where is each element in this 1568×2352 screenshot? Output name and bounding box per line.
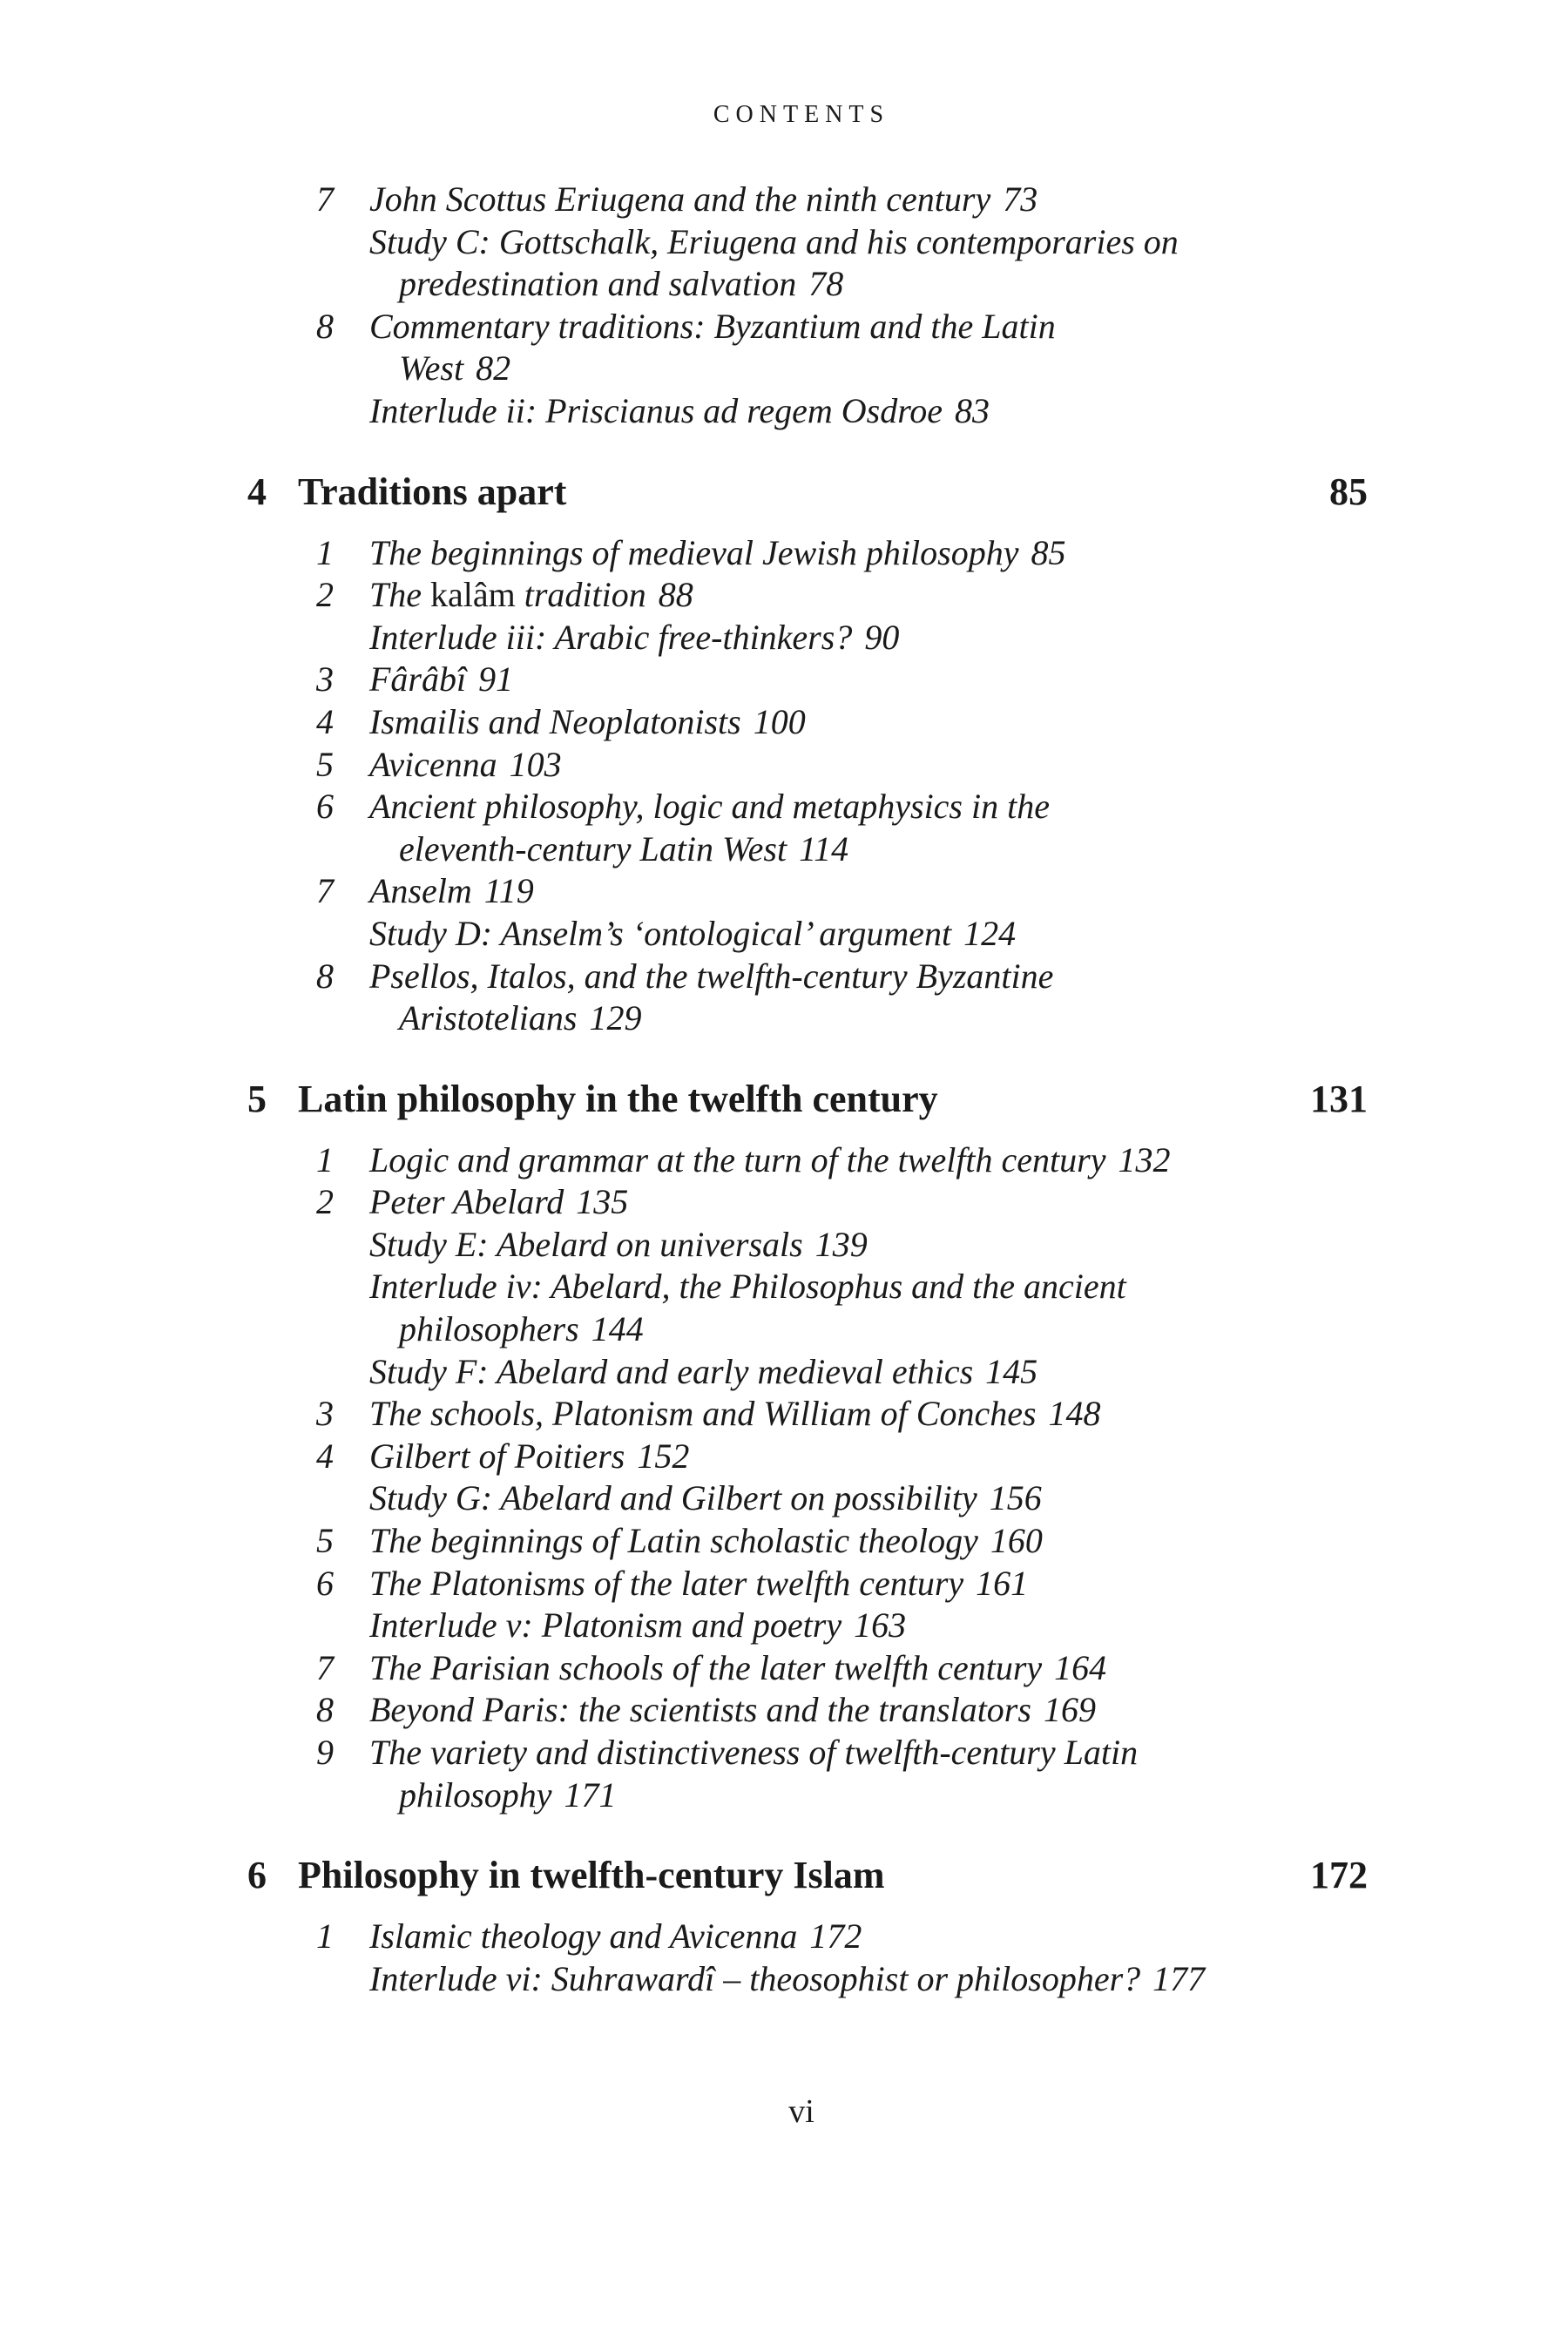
toc-entry — [247, 701, 1368, 744]
toc-entry — [247, 179, 1368, 221]
toc-entry — [247, 744, 1368, 787]
entry-page: 82 — [476, 348, 511, 389]
toc-entry — [247, 1647, 1368, 1690]
entry-title — [247, 913, 1368, 956]
entry-title-line: Gilbert of Poitiers — [369, 1436, 625, 1476]
entry-title — [247, 221, 1368, 306]
toc-entry — [247, 1732, 1368, 1816]
entry-title-line: Interlude iv: Abelard, the Philosophus and the ancient — [369, 1267, 1126, 1307]
entry-number: 8 — [316, 1690, 334, 1730]
entry-title-last-line — [369, 914, 1016, 953]
entry-title — [247, 1689, 1368, 1732]
toc-entry — [247, 1393, 1368, 1436]
entry-number: 1 — [316, 1139, 334, 1179]
toc-entry — [247, 786, 1368, 870]
chapter-page: 131 — [1310, 1077, 1368, 1120]
entry-title-line: Interlude iii: Arabic free-thinkers? — [369, 617, 853, 657]
entry-title — [247, 1563, 1368, 1605]
entry-title — [247, 659, 1368, 701]
entry-title-last-line — [369, 1308, 1368, 1351]
entry-title-last-line — [369, 1436, 689, 1476]
toc-entry — [247, 1139, 1368, 1182]
entry-page: 78 — [808, 264, 844, 304]
entry-page: 73 — [1003, 179, 1038, 219]
toc-entry — [247, 532, 1368, 575]
entry-page: 114 — [799, 828, 849, 868]
entry-title-last-line — [369, 871, 534, 910]
toc-entry — [247, 956, 1368, 1040]
entry-title-line: Ismailis and Neoplatonists — [369, 701, 741, 741]
entry-title — [247, 390, 1368, 433]
entry-title — [247, 1436, 1368, 1478]
entry-page: 169 — [1043, 1690, 1096, 1730]
entry-title-line: Islamic theology and Avicenna — [369, 1916, 798, 1957]
entry-number: 7 — [316, 871, 334, 911]
toc-entry — [247, 1520, 1368, 1563]
entry-title-line: The beginnings of medieval Jewish philosophy — [369, 532, 1019, 572]
chapter-heading — [247, 471, 1368, 513]
entry-title-line: philosophers — [399, 1309, 579, 1349]
entry-page: 156 — [989, 1478, 1042, 1518]
entry-title — [247, 701, 1368, 744]
entry-title-last-line — [369, 997, 1368, 1040]
entry-number: 2 — [316, 1182, 334, 1222]
entry-title-last-line — [369, 828, 1368, 871]
entry-number: 6 — [316, 1563, 334, 1603]
entry-title-line: Ancient philosophy, logic and metaphysics in the — [369, 787, 1050, 827]
entry-page: 132 — [1118, 1139, 1171, 1179]
chapter-title: Philosophy in twelfth-century Islam — [298, 1854, 885, 1897]
entry-page: 91 — [478, 659, 514, 700]
entry-title-line: Interlude v: Platonism and poetry — [369, 1605, 842, 1646]
toc-entry — [247, 574, 1368, 617]
entry-title — [247, 1605, 1368, 1647]
entry-number: 1 — [316, 532, 334, 572]
entry-title-line: predestination and salvation — [399, 264, 797, 304]
entry-number: 2 — [316, 575, 334, 615]
entry-title-part: tradition — [515, 575, 646, 615]
entry-number: 7 — [316, 1647, 334, 1687]
entry-title-line: Fârâbî — [369, 659, 467, 700]
entry-title-last-line — [369, 702, 806, 741]
entry-title-line: philosophy — [399, 1774, 552, 1815]
entry-title-last-line — [369, 659, 513, 699]
entry-title-last-line — [369, 1916, 862, 1956]
toc-entry — [247, 390, 1368, 433]
toc-entry — [247, 221, 1368, 306]
entry-title-last-line — [369, 348, 1368, 390]
entry-title — [247, 1181, 1368, 1224]
entry-title — [247, 617, 1368, 659]
chapter-number: 5 — [247, 1077, 267, 1120]
entry-title-line: Interlude ii: Priscianus ad regem Osdroe — [369, 390, 943, 430]
entry-title-last-line — [369, 391, 990, 430]
entry-page: 129 — [589, 998, 642, 1038]
entry-page: 161 — [976, 1563, 1029, 1603]
entry-title-line: Commentary traditions: Byzantium and the Latin — [369, 306, 1056, 346]
chapter-title: Traditions apart — [298, 470, 567, 513]
entry-number: 3 — [316, 1394, 334, 1434]
toc-entry — [247, 1351, 1368, 1394]
entry-title-last-line — [369, 1394, 1101, 1433]
entry-title-last-line — [369, 1182, 628, 1221]
toc-entry — [247, 1958, 1368, 2001]
entry-page: 90 — [864, 617, 900, 657]
entry-title — [247, 532, 1368, 575]
entry-title — [247, 1139, 1368, 1182]
entry-number: 4 — [316, 701, 334, 741]
entry-page: 85 — [1031, 532, 1066, 572]
entry-title-last-line — [369, 1959, 1205, 1998]
entry-title-line: Logic and grammar at the turn of the twelfth century — [369, 1139, 1106, 1179]
entry-page: 145 — [985, 1351, 1038, 1391]
entry-title-last-line — [369, 1564, 1028, 1603]
entry-title-line: Anselm — [369, 871, 472, 911]
entry-page: 172 — [809, 1916, 862, 1957]
toc-entry — [247, 1266, 1368, 1350]
entry-title-line: West — [399, 348, 464, 389]
entry-page: 124 — [963, 913, 1017, 953]
chapter-title: Latin philosophy in the twelfth century — [298, 1077, 938, 1120]
chapter-page: 172 — [1310, 1854, 1368, 1897]
entry-title-line: Study G: Abelard and Gilbert on possibility — [369, 1478, 977, 1518]
chapter-heading — [247, 1078, 1368, 1120]
entry-page: 148 — [1048, 1394, 1101, 1434]
entry-title-last-line — [369, 1225, 868, 1264]
table-of-contents — [247, 179, 1368, 2000]
entry-title-line: The beginnings of Latin scholastic theology — [369, 1521, 978, 1561]
entry-title-line: Psellos, Italos, and the twelfth-century Byzantine — [369, 956, 1054, 996]
entry-page: 135 — [576, 1182, 629, 1222]
chapter-number: 4 — [247, 470, 267, 513]
entry-title-last-line — [369, 533, 1065, 572]
toc-entry — [247, 913, 1368, 956]
toc-entry — [247, 1689, 1368, 1732]
entry-title-line: Beyond Paris: the scientists and the translators — [369, 1690, 1031, 1730]
entry-page: 171 — [564, 1774, 617, 1815]
entry-title-line: Peter Abelard — [369, 1182, 564, 1222]
entry-title — [247, 1224, 1368, 1267]
toc-entry — [247, 870, 1368, 913]
entry-title-last-line — [369, 1352, 1037, 1391]
toc-entry — [247, 1916, 1368, 1958]
entry-page: 103 — [509, 744, 562, 784]
toc-entry — [247, 1181, 1368, 1224]
entry-title — [247, 786, 1368, 870]
entry-title-line: The variety and distinctiveness of twelfth-century Latin — [369, 1733, 1139, 1772]
toc-entry — [247, 1436, 1368, 1478]
chapter-page: 85 — [1329, 470, 1368, 513]
entry-number: 5 — [316, 1521, 334, 1561]
entry-title-last-line — [369, 618, 899, 657]
entry-title — [247, 744, 1368, 787]
entry-page: 160 — [990, 1521, 1043, 1561]
entry-number: 8 — [316, 956, 334, 996]
running-head: CONTENTS — [713, 101, 890, 128]
entry-number: 9 — [316, 1733, 334, 1772]
page-number: vi — [788, 2093, 814, 2130]
entry-number: 3 — [316, 659, 334, 700]
entry-title-last-line — [369, 1774, 1368, 1817]
entry-title-line: Study E: Abelard on universals — [369, 1224, 803, 1264]
entry-number: 7 — [316, 179, 334, 219]
entry-title — [247, 1958, 1368, 2001]
entry-number: 5 — [316, 744, 334, 784]
chapter-heading — [247, 1855, 1368, 1896]
entry-page: 177 — [1152, 1958, 1206, 1998]
entry-title-last-line — [369, 1605, 906, 1645]
entry-page: 119 — [483, 871, 534, 911]
entry-title-line: Study C: Gottschalk, Eriugena and his contemporaries on — [369, 221, 1179, 261]
entry-title-last-line — [369, 1648, 1106, 1687]
entry-page: 100 — [753, 701, 806, 741]
entry-page: 163 — [854, 1605, 907, 1646]
entry-title-line: Aristotelians — [399, 998, 578, 1038]
entry-page: 152 — [637, 1436, 690, 1476]
entry-title-line: The Parisian schools of the later twelfth century — [369, 1647, 1043, 1687]
entry-title-line: eleventh-century Latin West — [399, 828, 787, 868]
entry-title-last-line — [369, 1690, 1096, 1729]
entry-title-last-line — [369, 179, 1037, 219]
entry-title — [247, 1916, 1368, 1958]
entry-title-line: The schools, Platonism and William of Conches — [369, 1394, 1037, 1434]
entry-title-last-line — [369, 1140, 1171, 1179]
toc-entry — [247, 306, 1368, 390]
entry-title-line: Study D: Anselm’s ‘ontological’ argument — [369, 913, 952, 953]
entry-title-last-line — [369, 1478, 1042, 1517]
entry-title — [247, 1266, 1368, 1350]
toc-entry — [247, 659, 1368, 701]
entry-title — [247, 1647, 1368, 1690]
chapter-number: 6 — [247, 1854, 267, 1897]
toc-entry — [247, 1224, 1368, 1267]
entry-page: 164 — [1054, 1647, 1107, 1687]
toc-entry — [247, 1605, 1368, 1647]
entry-title-line: Avicenna — [369, 744, 497, 784]
entry-title — [247, 956, 1368, 1040]
entry-title — [247, 1732, 1368, 1816]
entry-title-line: John Scottus Eriugena and the ninth century — [369, 179, 991, 219]
entry-title-last-line — [369, 1521, 1043, 1560]
entry-title — [247, 306, 1368, 390]
entry-number: 8 — [316, 306, 334, 346]
entry-page: 144 — [591, 1309, 644, 1349]
entry-title-line: The Platonisms of the later twelfth century — [369, 1563, 964, 1603]
entry-title — [247, 870, 1368, 913]
entry-title-part: The — [369, 575, 430, 615]
toc-entry — [247, 617, 1368, 659]
entry-number: 1 — [316, 1916, 334, 1957]
toc-entry — [247, 1563, 1368, 1605]
entry-number: 4 — [316, 1436, 334, 1476]
entry-page: 139 — [814, 1224, 868, 1264]
entry-title — [247, 1520, 1368, 1563]
entry-title-roman-term: kalâm — [430, 575, 516, 615]
entry-title — [247, 179, 1368, 221]
entry-number: 6 — [316, 787, 334, 827]
entry-title-line: Study F: Abelard and early medieval ethics — [369, 1351, 974, 1391]
toc-entry — [247, 1477, 1368, 1520]
entry-title-line: Interlude vi: Suhrawardî – theosophist or philosopher? — [369, 1958, 1141, 1998]
entry-title — [247, 1477, 1368, 1520]
entry-title — [247, 1351, 1368, 1394]
entry-title — [247, 574, 1368, 617]
entry-page: 88 — [658, 575, 693, 615]
entry-title-last-line — [369, 745, 562, 784]
entry-title — [247, 1393, 1368, 1436]
entry-page: 83 — [955, 390, 990, 430]
entry-title-last-line — [369, 263, 1368, 306]
